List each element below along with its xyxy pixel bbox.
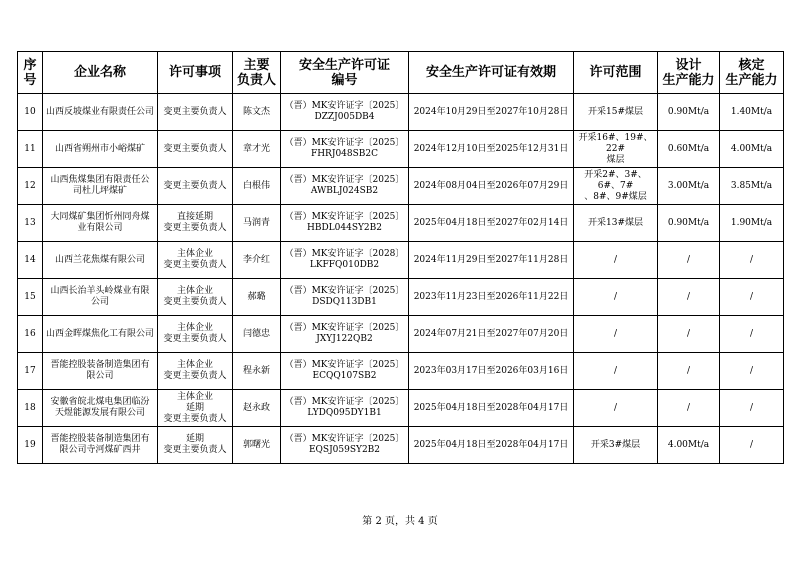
- cell-scope: 开采16#、19#、22# 煤层: [574, 131, 658, 168]
- cell-seq: 14: [18, 242, 43, 279]
- cell-company: 晋能控股装备制造集团有 限公司: [43, 353, 158, 390]
- cell-license: （晋）MK安许证字〔2025〕 FHRJ048SB2C: [281, 131, 409, 168]
- table-row: [18, 94, 784, 131]
- header-company: 企业名称: [43, 52, 158, 94]
- table-row: [18, 205, 784, 242]
- cell-company: 山西焦煤集团有限责任公 司杜儿坪煤矿: [43, 168, 158, 205]
- header-license: 安全生产许可证 编号: [281, 52, 409, 94]
- cell-approved: /: [720, 353, 784, 390]
- header-row: [18, 52, 784, 94]
- cell-license: （晋）MK安许证字〔2025〕 DSDQ113DB1: [281, 279, 409, 316]
- cell-validity: 2024年11月29日至2027年11月28日: [409, 242, 574, 279]
- cell-license: （晋）MK安许证字〔2025〕 DZZJ005DB4: [281, 94, 409, 131]
- cell-person: 郭曙光: [233, 427, 281, 464]
- cell-company: 山西兰花焦煤有限公司: [43, 242, 158, 279]
- cell-company: 大同煤矿集团忻州同舟煤 业有限公司: [43, 205, 158, 242]
- cell-item: 主体企业 变更主要负责人: [158, 242, 233, 279]
- cell-design: /: [658, 390, 720, 427]
- table-row: [18, 427, 784, 464]
- cell-person: 赵永政: [233, 390, 281, 427]
- cell-seq: 13: [18, 205, 43, 242]
- cell-scope: 开采15#煤层: [574, 94, 658, 131]
- cell-approved: 3.85Mt/a: [720, 168, 784, 205]
- cell-item: 变更主要负责人: [158, 168, 233, 205]
- cell-seq: 17: [18, 353, 43, 390]
- cell-design: 4.00Mt/a: [658, 427, 720, 464]
- cell-item: 主体企业 变更主要负责人: [158, 316, 233, 353]
- cell-approved: /: [720, 279, 784, 316]
- cell-scope: /: [574, 390, 658, 427]
- cell-item: 主体企业 延期 变更主要负责人: [158, 390, 233, 427]
- cell-license: （晋）MK安许证字〔2025〕 AWBLJ024SB2: [281, 168, 409, 205]
- cell-design: 0.60Mt/a: [658, 131, 720, 168]
- cell-item: 直接延期 变更主要负责人: [158, 205, 233, 242]
- cell-person: 章才光: [233, 131, 281, 168]
- cell-company: 山西反坡煤业有限责任公司: [43, 94, 158, 131]
- permit-table: [17, 51, 784, 464]
- header-seq: 序 号: [18, 52, 43, 94]
- table-row: [18, 168, 784, 205]
- table-row: [18, 316, 784, 353]
- cell-design: /: [658, 242, 720, 279]
- cell-validity: 2025年04月18日至2028年04月17日: [409, 390, 574, 427]
- cell-scope: /: [574, 242, 658, 279]
- header-scope: 许可范围: [574, 52, 658, 94]
- cell-company: 晋能控股装备制造集团有 限公司寺河煤矿西井: [43, 427, 158, 464]
- cell-item: 变更主要负责人: [158, 94, 233, 131]
- cell-seq: 11: [18, 131, 43, 168]
- cell-person: 马润青: [233, 205, 281, 242]
- cell-design: 0.90Mt/a: [658, 94, 720, 131]
- cell-item: 主体企业 变更主要负责人: [158, 279, 233, 316]
- cell-company: 山西金晖煤焦化工有限公司: [43, 316, 158, 353]
- cell-validity: 2025年04月18日至2027年02月14日: [409, 205, 574, 242]
- cell-item: 延期 变更主要负责人: [158, 427, 233, 464]
- cell-scope: /: [574, 353, 658, 390]
- cell-validity: 2024年08月04日至2026年07月29日: [409, 168, 574, 205]
- cell-scope: /: [574, 279, 658, 316]
- header-item: 许可事项: [158, 52, 233, 94]
- cell-person: 陈文杰: [233, 94, 281, 131]
- cell-company: 山西省朔州市小峪煤矿: [43, 131, 158, 168]
- cell-approved: /: [720, 316, 784, 353]
- cell-license: （晋）MK安许证字〔2028〕 LKFFQ010DB2: [281, 242, 409, 279]
- cell-validity: 2023年11月23日至2026年11月22日: [409, 279, 574, 316]
- cell-approved: 1.40Mt/a: [720, 94, 784, 131]
- cell-company: 安徽省皖北煤电集团临汾 天煜能源发展有限公司: [43, 390, 158, 427]
- cell-person: 李介红: [233, 242, 281, 279]
- cell-license: （晋）MK安许证字〔2025〕 LYDQ095DY1B1: [281, 390, 409, 427]
- cell-approved: /: [720, 242, 784, 279]
- table-row: [18, 353, 784, 390]
- cell-seq: 19: [18, 427, 43, 464]
- table-row: [18, 242, 784, 279]
- cell-design: /: [658, 353, 720, 390]
- cell-scope: 开采13#煤层: [574, 205, 658, 242]
- cell-item: 变更主要负责人: [158, 131, 233, 168]
- table-row: [18, 390, 784, 427]
- cell-license: （晋）MK安许证字〔2025〕 EQSJ059SY2B2: [281, 427, 409, 464]
- header-approved: 核定 生产能力: [720, 52, 784, 94]
- cell-validity: 2025年04月18日至2028年04月17日: [409, 427, 574, 464]
- cell-seq: 10: [18, 94, 43, 131]
- cell-scope: 开采2#、3#、6#、7# 、8#、9#煤层: [574, 168, 658, 205]
- cell-validity: 2023年03月17日至2026年03月16日: [409, 353, 574, 390]
- cell-company: 山西长治羊头岭煤业有限 公司: [43, 279, 158, 316]
- cell-seq: 16: [18, 316, 43, 353]
- table-row: [18, 131, 784, 168]
- cell-design: 3.00Mt/a: [658, 168, 720, 205]
- cell-scope: /: [574, 316, 658, 353]
- cell-seq: 12: [18, 168, 43, 205]
- cell-design: /: [658, 316, 720, 353]
- cell-scope: 开采3#煤层: [574, 427, 658, 464]
- cell-approved: 4.00Mt/a: [720, 131, 784, 168]
- cell-validity: 2024年07月21日至2027年07月20日: [409, 316, 574, 353]
- cell-approved: /: [720, 390, 784, 427]
- cell-approved: /: [720, 427, 784, 464]
- cell-license: （晋）MK安许证字〔2025〕 JXYJ122QB2: [281, 316, 409, 353]
- header-design: 设计 生产能力: [658, 52, 720, 94]
- cell-validity: 2024年10月29日至2027年10月28日: [409, 94, 574, 131]
- cell-seq: 18: [18, 390, 43, 427]
- header-validity: 安全生产许可证有效期: [409, 52, 574, 94]
- cell-design: /: [658, 279, 720, 316]
- cell-validity: 2024年12月10日至2025年12月31日: [409, 131, 574, 168]
- cell-person: 郝璐: [233, 279, 281, 316]
- cell-person: 程永新: [233, 353, 281, 390]
- cell-seq: 15: [18, 279, 43, 316]
- cell-item: 主体企业 变更主要负责人: [158, 353, 233, 390]
- cell-license: （晋）MK安许证字〔2025〕 ECQQ107SB2: [281, 353, 409, 390]
- cell-person: 白根伟: [233, 168, 281, 205]
- cell-license: （晋）MK安许证字〔2025〕 HBDL044SY2B2: [281, 205, 409, 242]
- header-person: 主要 负责人: [233, 52, 281, 94]
- cell-approved: 1.90Mt/a: [720, 205, 784, 242]
- table-row: [18, 279, 784, 316]
- cell-person: 闫德忠: [233, 316, 281, 353]
- cell-design: 0.90Mt/a: [658, 205, 720, 242]
- page-footer: 第 2 页，共 4 页: [362, 516, 438, 527]
